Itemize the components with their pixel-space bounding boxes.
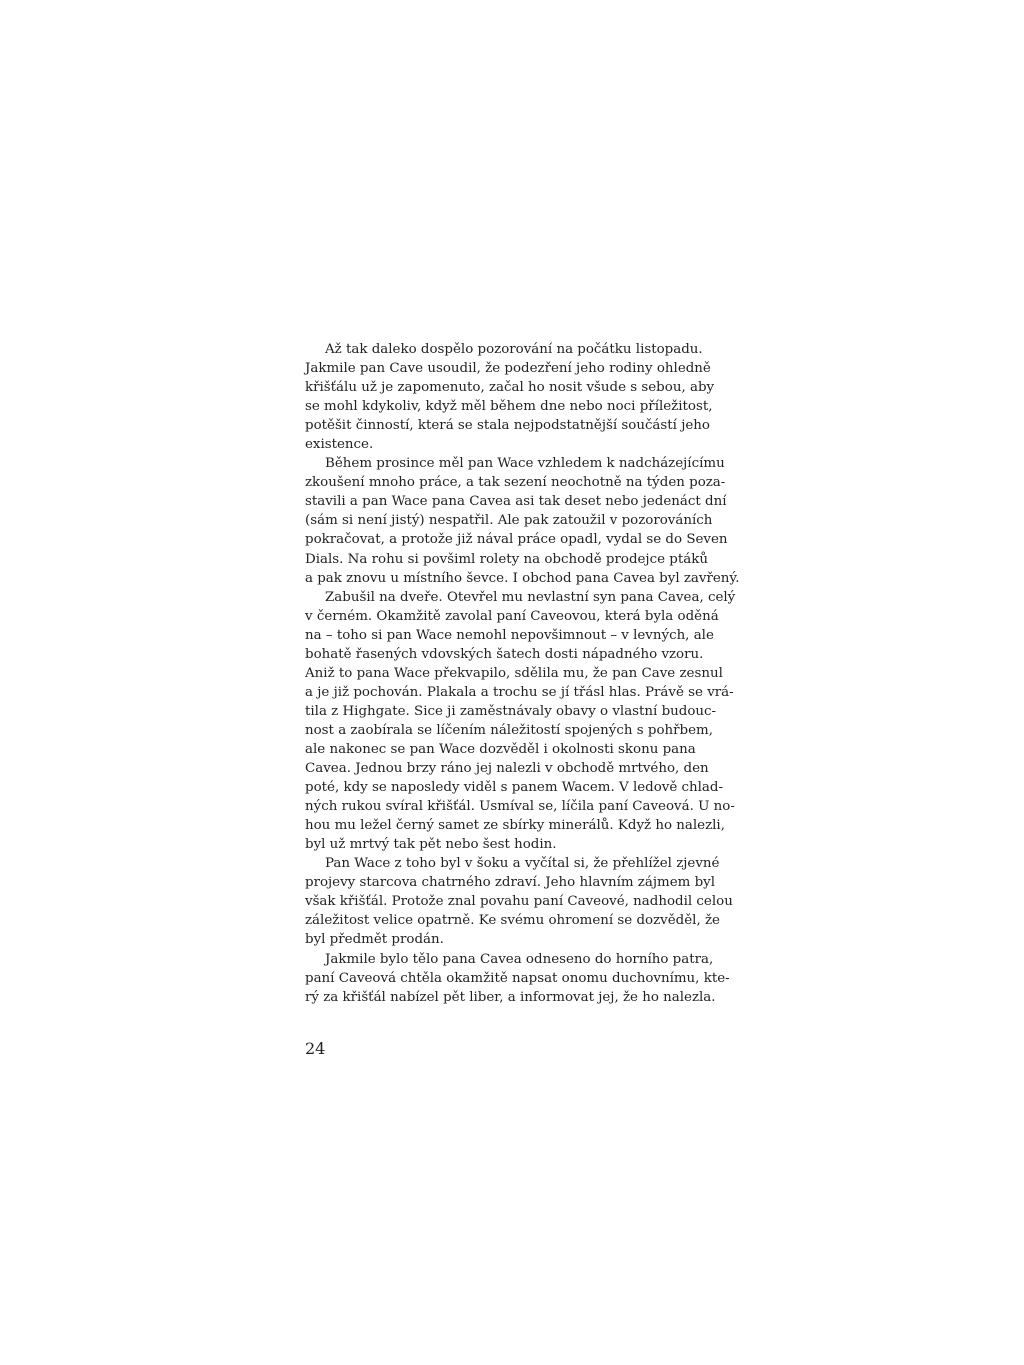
text-line: nost a zaobírala se líčením náležitostí spojených s pohřbem, (305, 722, 713, 738)
text-line: hou mu ležel černý samet ze sbírky minerálů. Když ho nalezli, (305, 818, 725, 834)
text-line: projevy starcova chatrného zdraví. Jeho hlavním zájmem byl (305, 875, 715, 891)
text-line: poté, kdy se naposledy viděl s panem Wacem. V ledově chlad- (305, 780, 724, 796)
text-line: záležitost velice opatrně. Ke svému ohromení se dozvěděl, že (305, 913, 720, 929)
text-line: ných rukou svíral křišťál. Usmíval se, líčila paní Caveová. U no- (305, 799, 735, 815)
paragraph (305, 950, 730, 1007)
text-line: bohatě řasených vdovských šatech dosti nápadného vzoru. (305, 646, 704, 662)
text-line: Během prosince měl pan Wace vzhledem k nadcházejícímu (325, 456, 725, 472)
text-line: ale nakonec se pan Wace dozvěděl i okolnosti skonu pana (305, 741, 696, 757)
paragraph (305, 340, 715, 454)
text-line: a je již pochován. Plakala a trochu se jí třásl hlas. Právě se vrá- (305, 684, 734, 700)
text-line: na – toho si pan Wace nemohl nepovšimnout – v levných, ale (305, 627, 714, 643)
paragraph (305, 854, 733, 949)
text-line: křišťálu už je zapomenuto, začal ho nosit všude s sebou, aby (305, 380, 715, 396)
text-line: a pak znovu u místního ševce. I obchod pana Cavea byl zavřený. (305, 570, 740, 586)
text-line: byl už mrtvý tak pět nebo šest hodin. (305, 837, 557, 853)
body-text (305, 340, 740, 1007)
text-line: v černém. Okamžitě zavolal paní Caveovou, která byla oděná (305, 608, 719, 624)
text-line: se mohl kdykoliv, když měl během dne nebo noci příležitost, (305, 399, 713, 415)
text-line: byl předmět prodán. (305, 932, 444, 948)
text-line: stavili a pan Wace pana Cavea asi tak deset nebo jedenáct dní (305, 494, 727, 510)
text-line: tila z Highgate. Sice ji zaměstnávaly obavy o vlastní budouc- (305, 703, 717, 719)
text-line: paní Caveová chtěla okamžitě napsat onomu duchovnímu, kte- (305, 970, 730, 986)
text-line: Jakmile pan Cave usoudil, že podezření jeho rodiny ohledně (305, 361, 711, 377)
text-line: pokračovat, a protože již nával práce opadl, vydal se do Seven (305, 532, 728, 548)
text-line: Zabušil na dveře. Otevřel mu nevlastní syn pana Cavea, celý (325, 589, 736, 605)
text-line: Jakmile bylo tělo pana Cavea odneseno do horního patra, (325, 951, 714, 967)
text-line: potěšit činností, která se stala nejpodstatnější součástí jeho (305, 418, 710, 434)
text-line: existence. (305, 437, 374, 453)
text-line: Aniž to pana Wace překvapilo, sdělila mu, že pan Cave zesnul (305, 665, 723, 681)
text-line: Dials. Na rohu si povšiml rolety na obchodě prodejce ptáků (305, 551, 708, 567)
text-line: Cavea. Jednou brzy ráno jej nalezli v obchodě mrtvého, den (305, 761, 709, 777)
text-line: (sám si není jistý) nespatřil. Ale pak zatoužil v pozorováních (305, 513, 713, 529)
paragraph (305, 454, 740, 587)
text-line: Až tak daleko dospělo pozorování na počátku listopadu. (325, 342, 703, 357)
text-line: však křišťál. Protože znal povahu paní Caveové, nadhodil celou (305, 894, 733, 910)
text-line: rý za křišťál nabízel pět liber, a informovat jej, že ho nalezla. (305, 989, 716, 1005)
paragraph (305, 588, 736, 855)
text-line: Pan Wace z toho byl v šoku a vyčítal si, že přehlížel zjevné (325, 856, 720, 872)
page-number: 24 (305, 1039, 326, 1058)
text-line: zkoušení mnoho práce, a tak sezení neochotně na týden poza- (305, 475, 726, 491)
